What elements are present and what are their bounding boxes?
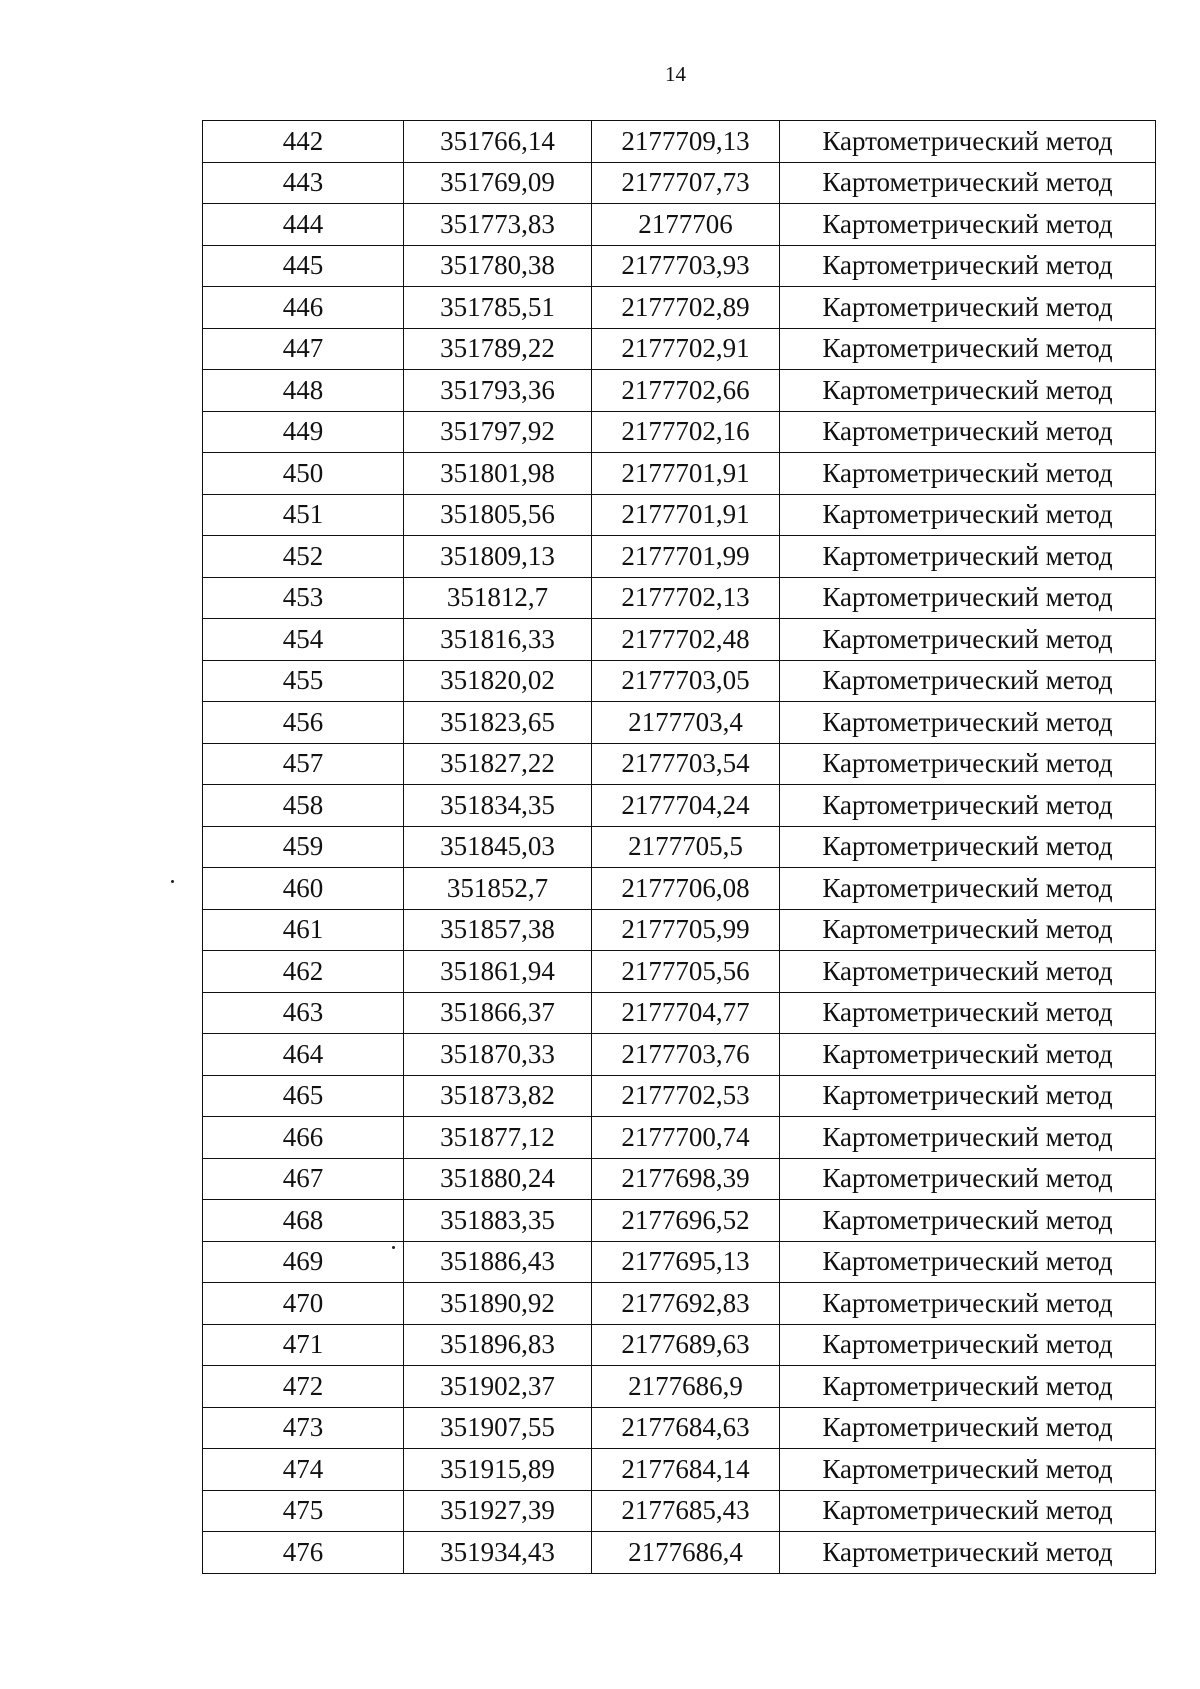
point-number-cell: 451 <box>203 494 404 536</box>
y-coordinate-cell: 2177701,91 <box>592 494 780 536</box>
method-cell: Картометрический метод <box>780 204 1156 246</box>
table-row <box>203 1241 1156 1283</box>
x-coordinate-cell: 351769,09 <box>404 162 592 204</box>
y-coordinate-cell: 2177702,48 <box>592 619 780 661</box>
point-number-cell: 458 <box>203 785 404 827</box>
y-coordinate-cell: 2177707,73 <box>592 162 780 204</box>
point-number-cell: 476 <box>203 1532 404 1574</box>
point-number-cell: 470 <box>203 1283 404 1325</box>
y-coordinate-cell: 2177692,83 <box>592 1283 780 1325</box>
point-number-cell: 446 <box>203 287 404 329</box>
x-coordinate-cell: 351880,24 <box>404 1158 592 1200</box>
point-number-cell: 460 <box>203 868 404 910</box>
table-row <box>203 1490 1156 1532</box>
y-coordinate-cell: 2177702,91 <box>592 328 780 370</box>
x-coordinate-cell: 351805,56 <box>404 494 592 536</box>
point-number-cell: 469 <box>203 1241 404 1283</box>
method-cell: Картометрический метод <box>780 951 1156 993</box>
table-row <box>203 1200 1156 1242</box>
y-coordinate-cell: 2177703,05 <box>592 660 780 702</box>
method-cell: Картометрический метод <box>780 1117 1156 1159</box>
method-cell: Картометрический метод <box>780 660 1156 702</box>
table-row <box>203 1532 1156 1574</box>
y-coordinate-cell: 2177686,9 <box>592 1366 780 1408</box>
table-row <box>203 619 1156 661</box>
y-coordinate-cell: 2177703,4 <box>592 702 780 744</box>
x-coordinate-cell: 351861,94 <box>404 951 592 993</box>
method-cell: Картометрический метод <box>780 1532 1156 1574</box>
method-cell: Картометрический метод <box>780 1490 1156 1532</box>
method-cell: Картометрический метод <box>780 1200 1156 1242</box>
y-coordinate-cell: 2177702,66 <box>592 370 780 412</box>
x-coordinate-cell: 351857,38 <box>404 909 592 951</box>
coordinates-table <box>202 120 1156 1574</box>
point-number-cell: 447 <box>203 328 404 370</box>
y-coordinate-cell: 2177705,5 <box>592 826 780 868</box>
method-cell: Картометрический метод <box>780 1366 1156 1408</box>
point-number-cell: 454 <box>203 619 404 661</box>
table-row <box>203 1158 1156 1200</box>
y-coordinate-cell: 2177702,53 <box>592 1075 780 1117</box>
x-coordinate-cell: 351780,38 <box>404 245 592 287</box>
table-row <box>203 494 1156 536</box>
x-coordinate-cell: 351883,35 <box>404 1200 592 1242</box>
y-coordinate-cell: 2177702,89 <box>592 287 780 329</box>
x-coordinate-cell: 351915,89 <box>404 1449 592 1491</box>
method-cell: Картометрический метод <box>780 536 1156 578</box>
table-row <box>203 992 1156 1034</box>
method-cell: Картометрический метод <box>780 1407 1156 1449</box>
y-coordinate-cell: 2177696,52 <box>592 1200 780 1242</box>
point-number-cell: 466 <box>203 1117 404 1159</box>
method-cell: Картометрический метод <box>780 328 1156 370</box>
table-row <box>203 1117 1156 1159</box>
y-coordinate-cell: 2177698,39 <box>592 1158 780 1200</box>
y-coordinate-cell: 2177704,24 <box>592 785 780 827</box>
x-coordinate-cell: 351927,39 <box>404 1490 592 1532</box>
y-coordinate-cell: 2177703,93 <box>592 245 780 287</box>
x-coordinate-cell: 351812,7 <box>404 577 592 619</box>
method-cell: Картометрический метод <box>780 245 1156 287</box>
point-number-cell: 474 <box>203 1449 404 1491</box>
point-number-cell: 453 <box>203 577 404 619</box>
y-coordinate-cell: 2177703,54 <box>592 743 780 785</box>
method-cell: Картометрический метод <box>780 577 1156 619</box>
x-coordinate-cell: 351785,51 <box>404 287 592 329</box>
method-cell: Картометрический метод <box>780 162 1156 204</box>
table-row <box>203 1366 1156 1408</box>
y-coordinate-cell: 2177686,4 <box>592 1532 780 1574</box>
point-number-cell: 467 <box>203 1158 404 1200</box>
table-row <box>203 743 1156 785</box>
x-coordinate-cell: 351820,02 <box>404 660 592 702</box>
table-row <box>203 951 1156 993</box>
x-coordinate-cell: 351773,83 <box>404 204 592 246</box>
page-number: 14 <box>665 62 686 86</box>
point-number-cell: 452 <box>203 536 404 578</box>
x-coordinate-cell: 351766,14 <box>404 121 592 163</box>
point-number-cell: 472 <box>203 1366 404 1408</box>
y-coordinate-cell: 2177705,99 <box>592 909 780 951</box>
point-number-cell: 445 <box>203 245 404 287</box>
method-cell: Картометрический метод <box>780 702 1156 744</box>
table-row <box>203 287 1156 329</box>
method-cell: Картометрический метод <box>780 1324 1156 1366</box>
method-cell: Картометрический метод <box>780 785 1156 827</box>
table-row <box>203 453 1156 495</box>
point-number-cell: 450 <box>203 453 404 495</box>
y-coordinate-cell: 2177709,13 <box>592 121 780 163</box>
x-coordinate-cell: 351809,13 <box>404 536 592 578</box>
y-coordinate-cell: 2177704,77 <box>592 992 780 1034</box>
method-cell: Картометрический метод <box>780 743 1156 785</box>
point-number-cell: 475 <box>203 1490 404 1532</box>
table-row <box>203 370 1156 412</box>
x-coordinate-cell: 351907,55 <box>404 1407 592 1449</box>
table-row <box>203 245 1156 287</box>
x-coordinate-cell: 351873,82 <box>404 1075 592 1117</box>
method-cell: Картометрический метод <box>780 1449 1156 1491</box>
coordinates-table-body <box>203 121 1156 1574</box>
table-row <box>203 121 1156 163</box>
point-number-cell: 465 <box>203 1075 404 1117</box>
y-coordinate-cell: 2177685,43 <box>592 1490 780 1532</box>
table-row <box>203 162 1156 204</box>
point-number-cell: 459 <box>203 826 404 868</box>
method-cell: Картометрический метод <box>780 494 1156 536</box>
table-row <box>203 1034 1156 1076</box>
method-cell: Картометрический метод <box>780 1075 1156 1117</box>
method-cell: Картометрический метод <box>780 370 1156 412</box>
x-coordinate-cell: 351896,83 <box>404 1324 592 1366</box>
y-coordinate-cell: 2177684,63 <box>592 1407 780 1449</box>
y-coordinate-cell: 2177706 <box>592 204 780 246</box>
table-row <box>203 868 1156 910</box>
y-coordinate-cell: 2177702,16 <box>592 411 780 453</box>
method-cell: Картометрический метод <box>780 287 1156 329</box>
x-coordinate-cell: 351934,43 <box>404 1532 592 1574</box>
table-row <box>203 909 1156 951</box>
y-coordinate-cell: 2177705,56 <box>592 951 780 993</box>
point-number-cell: 473 <box>203 1407 404 1449</box>
y-coordinate-cell: 2177695,13 <box>592 1241 780 1283</box>
method-cell: Картометрический метод <box>780 1034 1156 1076</box>
point-number-cell: 457 <box>203 743 404 785</box>
point-number-cell: 448 <box>203 370 404 412</box>
x-coordinate-cell: 351816,33 <box>404 619 592 661</box>
method-cell: Картометрический метод <box>780 453 1156 495</box>
table-row <box>203 1449 1156 1491</box>
stray-mark <box>171 880 174 883</box>
x-coordinate-cell: 351827,22 <box>404 743 592 785</box>
point-number-cell: 468 <box>203 1200 404 1242</box>
method-cell: Картометрический метод <box>780 909 1156 951</box>
table-row <box>203 1407 1156 1449</box>
point-number-cell: 456 <box>203 702 404 744</box>
x-coordinate-cell: 351845,03 <box>404 826 592 868</box>
x-coordinate-cell: 351890,92 <box>404 1283 592 1325</box>
table-row <box>203 702 1156 744</box>
y-coordinate-cell: 2177684,14 <box>592 1449 780 1491</box>
point-number-cell: 461 <box>203 909 404 951</box>
x-coordinate-cell: 351834,35 <box>404 785 592 827</box>
method-cell: Картометрический метод <box>780 121 1156 163</box>
table-row <box>203 328 1156 370</box>
method-cell: Картометрический метод <box>780 1241 1156 1283</box>
point-number-cell: 464 <box>203 1034 404 1076</box>
y-coordinate-cell: 2177706,08 <box>592 868 780 910</box>
method-cell: Картометрический метод <box>780 992 1156 1034</box>
point-number-cell: 444 <box>203 204 404 246</box>
y-coordinate-cell: 2177703,76 <box>592 1034 780 1076</box>
method-cell: Картометрический метод <box>780 619 1156 661</box>
x-coordinate-cell: 351866,37 <box>404 992 592 1034</box>
method-cell: Картометрический метод <box>780 826 1156 868</box>
x-coordinate-cell: 351877,12 <box>404 1117 592 1159</box>
x-coordinate-cell: 351801,98 <box>404 453 592 495</box>
point-number-cell: 443 <box>203 162 404 204</box>
table-row <box>203 826 1156 868</box>
x-coordinate-cell: 351902,37 <box>404 1366 592 1408</box>
table-row <box>203 1075 1156 1117</box>
x-coordinate-cell: 351886,43 <box>404 1241 592 1283</box>
method-cell: Картометрический метод <box>780 411 1156 453</box>
table-row <box>203 536 1156 578</box>
x-coordinate-cell: 351870,33 <box>404 1034 592 1076</box>
y-coordinate-cell: 2177701,91 <box>592 453 780 495</box>
point-number-cell: 442 <box>203 121 404 163</box>
point-number-cell: 462 <box>203 951 404 993</box>
y-coordinate-cell: 2177689,63 <box>592 1324 780 1366</box>
table-row <box>203 1283 1156 1325</box>
x-coordinate-cell: 351852,7 <box>404 868 592 910</box>
table-row <box>203 1324 1156 1366</box>
x-coordinate-cell: 351789,22 <box>404 328 592 370</box>
table-row <box>203 577 1156 619</box>
y-coordinate-cell: 2177701,99 <box>592 536 780 578</box>
point-number-cell: 449 <box>203 411 404 453</box>
table-row <box>203 411 1156 453</box>
x-coordinate-cell: 351823,65 <box>404 702 592 744</box>
point-number-cell: 471 <box>203 1324 404 1366</box>
x-coordinate-cell: 351793,36 <box>404 370 592 412</box>
x-coordinate-cell: 351797,92 <box>404 411 592 453</box>
method-cell: Картометрический метод <box>780 868 1156 910</box>
table-row <box>203 660 1156 702</box>
table-row <box>203 204 1156 246</box>
table-row <box>203 785 1156 827</box>
method-cell: Картометрический метод <box>780 1158 1156 1200</box>
y-coordinate-cell: 2177700,74 <box>592 1117 780 1159</box>
y-coordinate-cell: 2177702,13 <box>592 577 780 619</box>
point-number-cell: 463 <box>203 992 404 1034</box>
method-cell: Картометрический метод <box>780 1283 1156 1325</box>
point-number-cell: 455 <box>203 660 404 702</box>
